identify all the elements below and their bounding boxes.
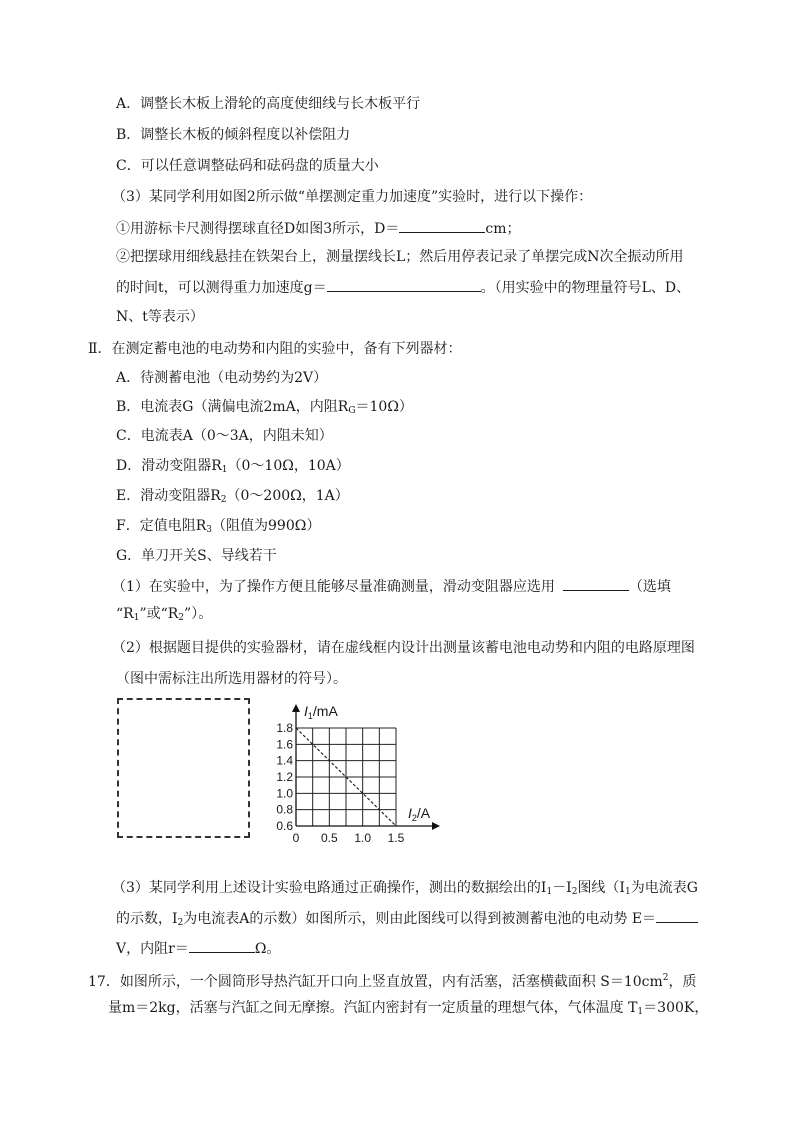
q1-line1 bbox=[112, 576, 671, 597]
p17-line1-post: ，质 bbox=[668, 974, 697, 990]
q1-line2-sub1: 1 bbox=[133, 613, 140, 623]
y-axis-title-symbol: I bbox=[304, 703, 308, 719]
q1-line2-a: “R bbox=[116, 606, 134, 622]
q1-line2 bbox=[116, 604, 212, 628]
x-axis-title bbox=[408, 805, 431, 823]
y-tick-label: 1.2 bbox=[276, 770, 293, 784]
answer-blank-d[interactable] bbox=[399, 218, 485, 233]
equip-g: G．单刀开关S、导线若干 bbox=[116, 548, 277, 564]
equip-a: A．待测蓄电池（电动势约为2V） bbox=[116, 370, 328, 386]
answer-blank-r[interactable] bbox=[189, 938, 255, 953]
q3-line3-a: V，内阻r＝ bbox=[116, 941, 189, 957]
circuit-design-box[interactable] bbox=[117, 698, 250, 838]
step2-line1: ②把摆球用细线悬挂在铁架台上，测量摆线长L；然后用停表记录了单摆完成N次全振动所用 bbox=[116, 249, 684, 265]
step2-after: 。（用实验中的物理量符号L、D、 bbox=[480, 280, 691, 296]
equip-b-post: ＝10Ω） bbox=[355, 399, 413, 415]
q3-line3-b: Ω。 bbox=[254, 941, 281, 957]
answer-blank-rheostat[interactable] bbox=[563, 576, 629, 591]
q3-line2 bbox=[116, 908, 698, 933]
y-tick-label: 1.4 bbox=[276, 753, 293, 768]
q3-line3 bbox=[116, 938, 280, 959]
q3-b: －I bbox=[552, 880, 572, 896]
y-axis-arrow bbox=[292, 704, 300, 712]
step1-line bbox=[116, 218, 520, 239]
q3-intro: （3）某同学利用如图2所示做“单摆测定重力加速度”实验时，进行以下操作： bbox=[112, 189, 593, 205]
p17-line1-pre: 17．如图所示，一个圆筒形导热汽缸开口向上竖直放置，内有活塞，活塞横截面积 S＝10cm bbox=[88, 974, 663, 990]
q1-tail: （选填 bbox=[628, 579, 671, 595]
q1-text: （1）在实验中，为了操作方便且能够尽量准确测量，滑动变阻器应选用 bbox=[112, 579, 555, 595]
step1-after: cm； bbox=[485, 221, 521, 237]
equip-d bbox=[116, 456, 350, 480]
part2-intro: Ⅱ．在测定蓄电池的电动势和内阻的实验中，备有下列器材： bbox=[88, 341, 462, 357]
q3-d: 为电流表G bbox=[630, 880, 698, 896]
equip-d-sub: 1 bbox=[221, 465, 228, 475]
equip-b-sub: G bbox=[348, 406, 356, 416]
q1-line2-c: ”）。 bbox=[184, 606, 213, 622]
equip-e-pre: E．滑动变阻器R bbox=[116, 488, 221, 504]
x-axis-title-unit: /A bbox=[416, 805, 431, 821]
q3-a: （3）某同学利用上述设计实验电路通过正确操作，测出的数据绘出的I bbox=[112, 880, 547, 896]
x-tick-label: 0.5 bbox=[320, 831, 338, 845]
p17-line2-post: ＝300K， bbox=[643, 1000, 709, 1016]
graph-labels bbox=[276, 703, 430, 845]
equip-e-sub: 2 bbox=[220, 495, 227, 505]
option-c: C．可以任意调整砝码和砝码盘的质量大小 bbox=[116, 158, 379, 174]
q3-sub3: 1 bbox=[624, 887, 631, 897]
q3-line1 bbox=[112, 878, 698, 902]
step2-line3: N、t等表示） bbox=[116, 309, 204, 325]
step2-line2 bbox=[116, 277, 690, 298]
p17-line2-sub: 1 bbox=[637, 1007, 644, 1017]
step1-before: ①用游标卡尺测得摆球直径D如图3所示，D＝ bbox=[116, 221, 400, 237]
origin-label: 0 bbox=[292, 831, 300, 845]
problem17-line2 bbox=[108, 998, 708, 1022]
x-tick-label: 1.5 bbox=[387, 831, 405, 845]
x-axis-title-symbol: I bbox=[408, 805, 412, 821]
y-tick-label: 1.8 bbox=[276, 721, 293, 735]
p17-line1-sup: 2 bbox=[662, 973, 669, 983]
p17-line2-pre: 量m＝2kg，活塞与汽缸之间无摩擦。汽缸内密封有一定质量的理想气体，气体温度 T bbox=[108, 1000, 638, 1016]
i1-i2-graph bbox=[262, 696, 452, 848]
x-axis-arrow bbox=[432, 822, 440, 830]
q2-line2: （图中需标注出所选用器材的符号）。 bbox=[116, 671, 347, 687]
equip-f-pre: F．定值电阻R bbox=[116, 518, 207, 534]
y-tick-label: 0.8 bbox=[276, 802, 293, 817]
equip-c: C．电流表A（0～3A，内阻未知） bbox=[116, 428, 333, 444]
problem17-line1 bbox=[88, 968, 697, 992]
equip-e-post: （0～200Ω，1A） bbox=[226, 488, 349, 504]
y-tick-label: 0.6 bbox=[276, 819, 293, 833]
y-axis-title-unit: /mA bbox=[312, 703, 338, 719]
q1-line2-b: ”或“R bbox=[139, 606, 179, 622]
q3-c: 图线（I bbox=[577, 880, 625, 896]
equip-b bbox=[116, 397, 413, 421]
x-tick-label: 1.0 bbox=[354, 831, 372, 845]
answer-blank-g[interactable] bbox=[327, 277, 481, 292]
y-axis-title bbox=[304, 703, 338, 721]
answer-blank-emf[interactable] bbox=[656, 908, 698, 923]
q1-line2-sub2: 2 bbox=[178, 613, 185, 623]
option-b: B．调整长木板的倾斜程度以补偿阻力 bbox=[116, 127, 351, 143]
q3-sub2: 2 bbox=[571, 887, 578, 897]
q3-line2-b: 为电流表A的示数）如图所示，则由此图线可以得到被测蓄电池的电动势 E＝ bbox=[183, 911, 657, 927]
equip-d-pre: D．滑动变阻器R bbox=[116, 458, 222, 474]
equip-f bbox=[116, 516, 320, 540]
equip-d-post: （0～10Ω，10A） bbox=[227, 458, 350, 474]
step2-before: 的时间t，可以测得重力加速度g＝ bbox=[116, 280, 327, 296]
q3-line2-sub: 2 bbox=[177, 918, 184, 928]
q2-line1: （2）根据题目提供的实验器材，请在虚线框内设计出测量该蓄电池电动势和内阻的电路原理图 bbox=[112, 640, 695, 656]
y-axis-title-sub: 1 bbox=[307, 711, 313, 721]
y-tick-label: 1.0 bbox=[276, 786, 293, 801]
q3-sub1: 1 bbox=[546, 887, 553, 897]
q3-line2-a: 的示数，I bbox=[116, 911, 178, 927]
equip-e bbox=[116, 486, 349, 510]
y-tick-label: 1.6 bbox=[276, 737, 293, 752]
equip-f-post: （阻值为990Ω） bbox=[212, 518, 321, 534]
equip-f-sub: 3 bbox=[206, 525, 212, 535]
x-axis-title-sub: 2 bbox=[411, 813, 417, 823]
equip-b-pre: B．电流表G（满偏电流2mA，内阻R bbox=[116, 399, 349, 415]
option-a: A．调整长木板上滑轮的高度使细线与长木板平行 bbox=[116, 96, 421, 112]
